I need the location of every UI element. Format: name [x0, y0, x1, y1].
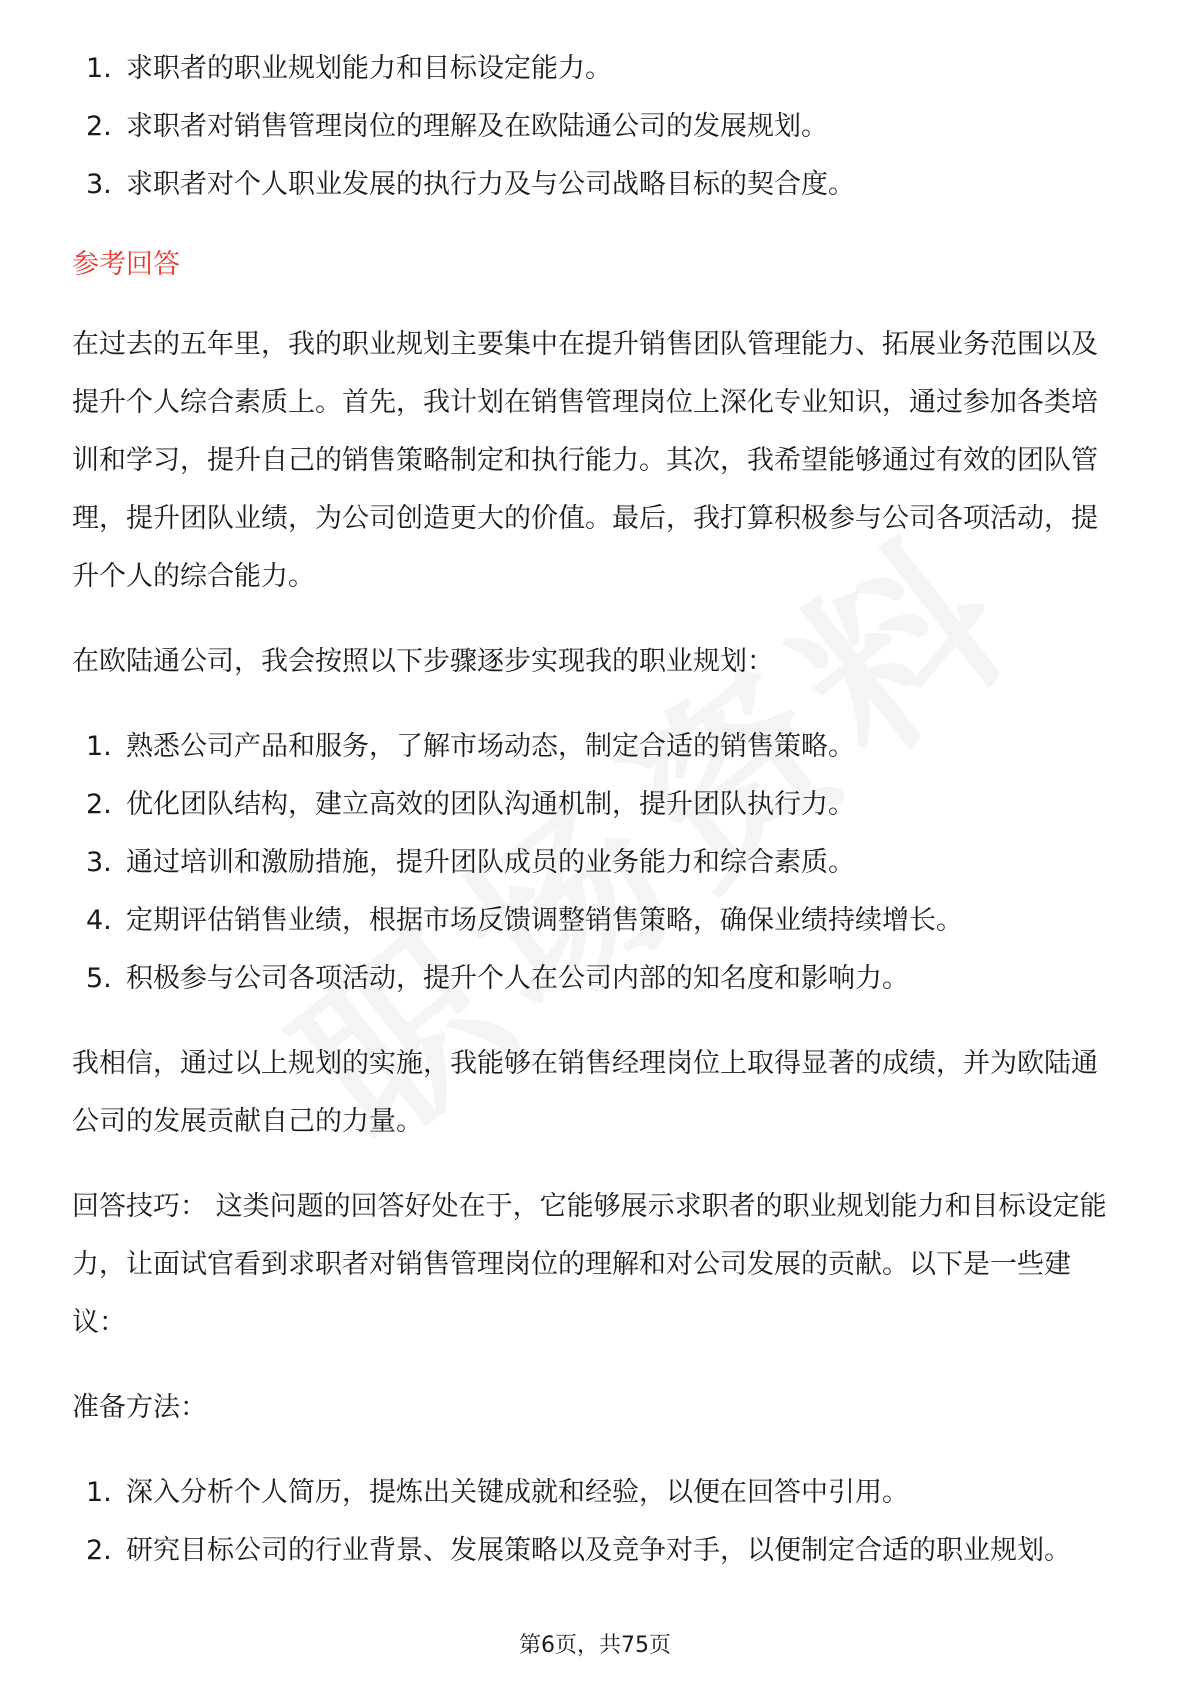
list-number: 2.	[86, 789, 112, 820]
list-number: 4.	[86, 905, 112, 936]
page-content	[72, 40, 1122, 1580]
list-number: 2.	[86, 1535, 112, 1566]
list-item	[72, 98, 1122, 156]
intro-list	[72, 40, 1122, 214]
answer-paragraph-2: 在欧陆通公司，我会按照以下步骤逐步实现我的职业规划：	[72, 646, 774, 677]
steps-list	[72, 718, 1122, 1008]
list-item	[72, 156, 1122, 214]
list-item	[72, 776, 1122, 834]
prep-list	[72, 1464, 1122, 1580]
list-item-text: 通过培训和激励措施，提升团队成员的业务能力和综合素质。	[126, 847, 855, 878]
list-item	[72, 892, 1122, 950]
list-item	[72, 834, 1122, 892]
list-item	[72, 718, 1122, 776]
list-item-text: 求职者的职业规划能力和目标设定能力。	[126, 53, 612, 84]
list-item-text: 求职者对个人职业发展的执行力及与公司战略目标的契合度。	[126, 169, 855, 200]
list-item	[72, 1522, 1122, 1580]
list-number: 3.	[86, 169, 112, 200]
list-number: 2.	[86, 111, 112, 142]
list-number: 3.	[86, 847, 112, 878]
list-item	[72, 1464, 1122, 1522]
list-item-text: 求职者对销售管理岗位的理解及在欧陆通公司的发展规划。	[126, 111, 828, 142]
list-item-text: 定期评估销售业绩，根据市场反馈调整销售策略，确保业绩持续增长。	[126, 905, 963, 936]
list-item-text: 熟悉公司产品和服务，了解市场动态，制定合适的销售策略。	[126, 731, 855, 762]
list-item	[72, 40, 1122, 98]
list-number: 5.	[86, 963, 112, 994]
list-item-text: 优化团队结构，建立高效的团队沟通机制，提升团队执行力。	[126, 789, 855, 820]
answer-paragraph-3: 我相信，通过以上规划的实施，我能够在销售经理岗位上取得显著的成绩，并为欧陆通公司的发展贡献自己的力量。	[72, 1048, 1098, 1137]
list-item	[72, 950, 1122, 1008]
page-footer: 第6页，共75页	[519, 1633, 671, 1658]
answer-paragraph-1: 在过去的五年里，我的职业规划主要集中在提升销售团队管理能力、拓展业务范围以及提升个人综合素质上。首先，我计划在销售管理岗位上深化专业知识，通过参加各类培训和学习，提升自己的销售策略制定和执行能力。其次，我希望能够通过有效的团队管理，提升团队业绩，为公司创造更大的价值。最后，我打算积极参与公司各项活动，提升个人的综合能力。	[72, 329, 1098, 592]
prep-heading: 准备方法：	[72, 1392, 207, 1423]
list-number: 1.	[86, 53, 112, 84]
list-number: 1.	[86, 1477, 112, 1508]
list-item-text: 积极参与公司各项活动，提升个人在公司内部的知名度和影响力。	[126, 963, 909, 994]
list-item-text: 深入分析个人简历，提炼出关键成就和经验，以便在回答中引用。	[126, 1477, 909, 1508]
answer-tips: 回答技巧： 这类问题的回答好处在于，它能够展示求职者的职业规划能力和目标设定能力，让面试官看到求职者对销售管理岗位的理解和对公司发展的贡献。以下是一些建议：	[72, 1191, 1107, 1338]
list-item-text: 研究目标公司的行业背景、发展策略以及竞争对手，以便制定合适的职业规划。	[126, 1535, 1071, 1566]
reference-answer-heading: 参考回答	[72, 249, 180, 280]
list-number: 1.	[86, 731, 112, 762]
